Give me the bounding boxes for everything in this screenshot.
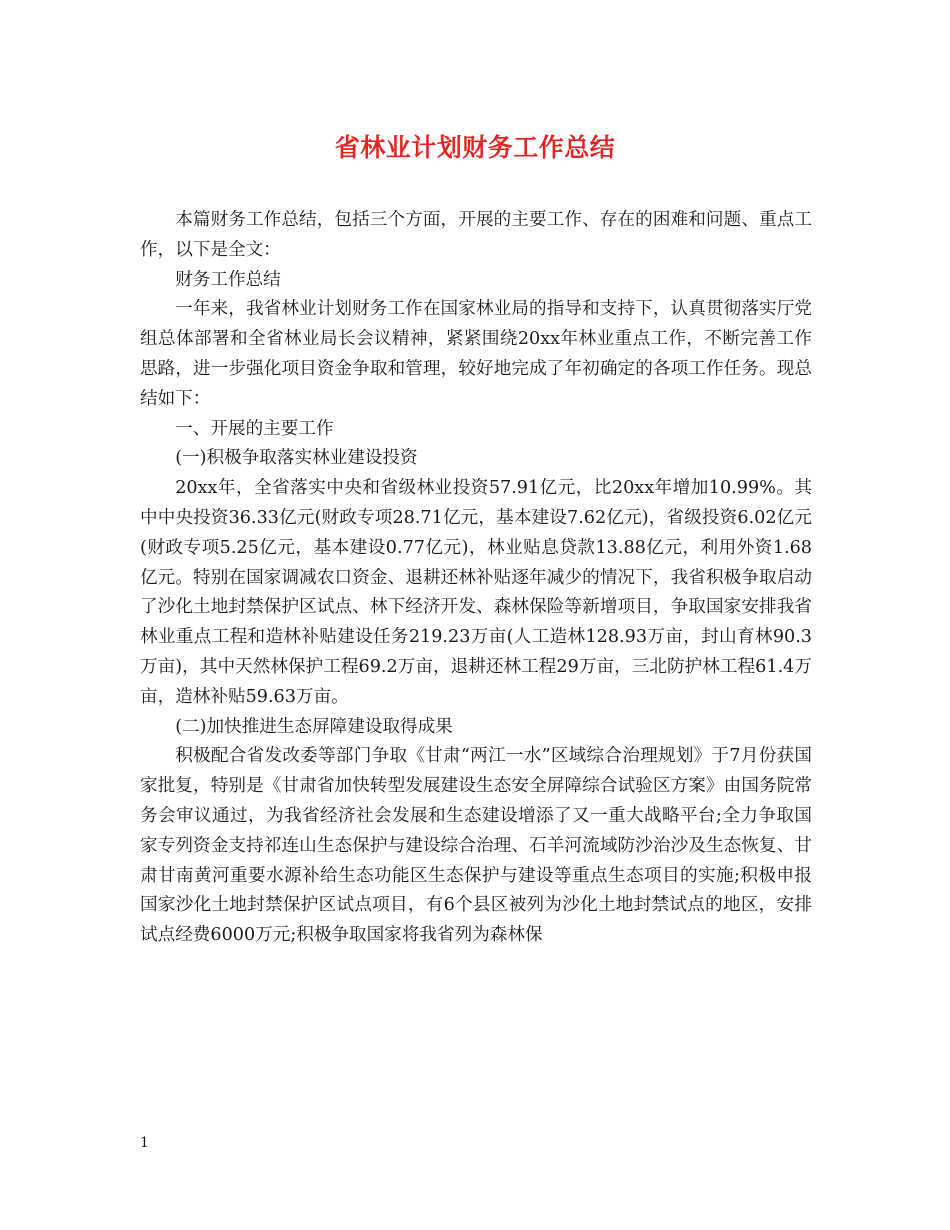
- document-title: 省林业计划财务工作总结: [334, 133, 616, 162]
- overview-paragraph: 一年来，我省林业计划财务工作在国家林业局的指导和支持下，认真贯彻落实厅党组总体部署和全省林业局长会议精神，紧紧围绕20xx年林业重点工作，不断完善工作思路，进一步强化项目资金争取和管理，较好地完成了年初确定的各项工作任务。现总结如下：: [140, 299, 812, 409]
- ecological-paragraph: 积极配合省发改委等部门争取《甘肃“两江一水”区域综合治理规划》于7月份获国家批复，特别是《甘肃省加快转型发展建设生态安全屏障综合试验区方案》由国务院常务会审议通过，为我省经济社会发展和生态建设增添了又一重大战略平台;全力争取国家专列资金支持祁连山生态保护与建设综合治理、石羊河流域防沙治沙及生态恢复、甘肃甘南黄河重要水源补给生态功能区生态保护与建设等重点生态项目的实施;积极申报国家沙化土地封禁保护区试点项目，有6个县区被列为沙化土地封禁试点的地区，安排试点经费6000万元;积极争取国家将我省列为森林保: [140, 746, 812, 946]
- page-number: 1: [140, 1135, 149, 1151]
- subsection-heading-1: (一)积极争取落实林业建设投资: [175, 448, 418, 469]
- section-heading: 财务工作总结: [175, 269, 281, 290]
- investment-paragraph: 20xx年，全省落实中央和省级林业投资57.91亿元，比20xx年增加10.99%。其中中央投资36.33亿元(财政专项28.71亿元，基本建设7.62亿元)，省级投资6.02亿元(财政专项5.25亿元，基本建设0.77亿元)，林业贴息贷款13.88亿元，利用外资1.68亿元。特别在国家调减农口资金、退耕还林补贴逐年减少的情况下，我省积极争取启动了沙化土地封禁保护区试点、林下经济开发、森林保险等新增项目，争取国家安排我省林业重点工程和造林补贴建设任务219.23万亩(人工造林128.93万亩，封山育林90.3万亩)，其中天然林保护工程69.2万亩，退耕还林工程29万亩，三北防护林工程61.4万亩，造林补贴59.63万亩。: [140, 478, 812, 707]
- document-body: [140, 206, 812, 951]
- part-one-heading: 一、开展的主要工作: [175, 418, 334, 439]
- intro-paragraph: 本篇财务工作总结，包括三个方面，开展的主要工作、存在的困难和问题、重点工作，以下是全文：: [140, 210, 812, 260]
- subsection-heading-2: (二)加快推进生态屏障建设取得成果: [175, 716, 453, 737]
